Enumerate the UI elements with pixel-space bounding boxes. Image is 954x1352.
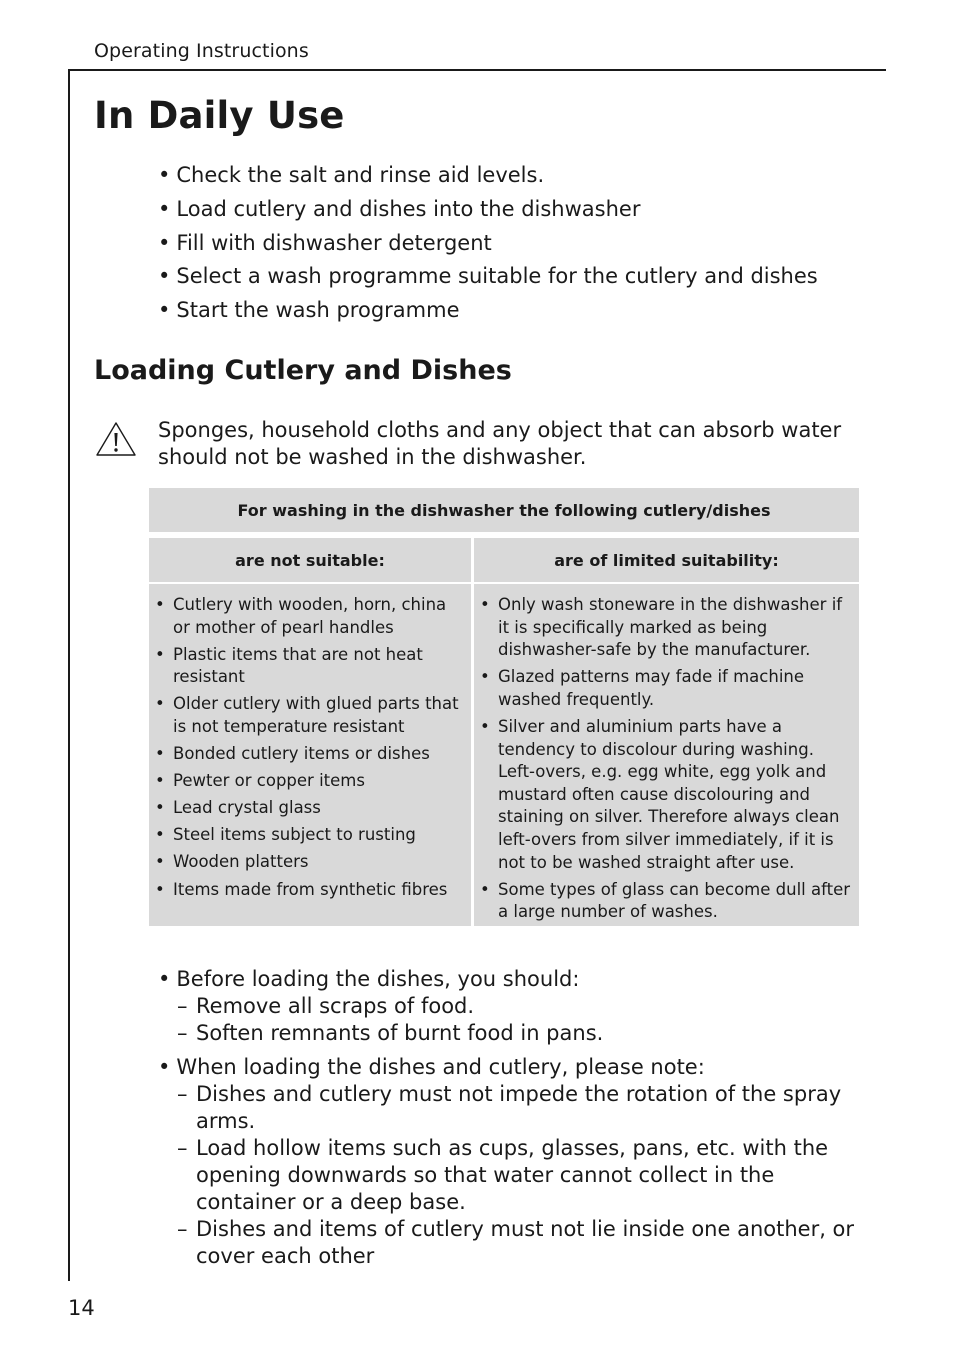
step-item: • Fill with dishwasher detergent xyxy=(158,228,818,262)
list-item: • Some types of glass can become dull after a large number of washes. xyxy=(474,879,853,924)
note-lead: • Before loading the dishes, you should: xyxy=(158,966,868,993)
list-item: • Lead crystal glass xyxy=(149,797,465,820)
note-item: – Dishes and cutlery must not impede the rotation of the spray arms. xyxy=(158,1081,868,1135)
suitability-table xyxy=(149,488,859,926)
list-item: • Steel items subject to rusting xyxy=(149,824,465,847)
step-item: • Start the wash programme xyxy=(158,295,818,329)
table-title: For washing in the dishwasher the following cutlery/dishes xyxy=(149,488,859,532)
list-item: • Bonded cutlery items or dishes xyxy=(149,743,465,766)
list-item: • Items made from synthetic fibres xyxy=(149,879,465,902)
note-lead: • When loading the dishes and cutlery, please note: xyxy=(158,1054,868,1081)
note-item: – Soften remnants of burnt food in pans. xyxy=(158,1020,868,1047)
warning-triangle-icon xyxy=(94,420,138,458)
list-item: • Plastic items that are not heat resistant xyxy=(149,644,465,689)
page-title: In Daily Use xyxy=(94,94,345,137)
note-item: – Load hollow items such as cups, glasses, pans, etc. with the opening downwards so that water cannot collect in the container or a deep base. xyxy=(158,1135,868,1216)
not-suitable-list xyxy=(149,594,471,906)
note-sub-list xyxy=(158,1081,868,1270)
table-row-rule xyxy=(149,582,471,584)
header-rule xyxy=(68,69,886,71)
running-header: Operating Instructions xyxy=(94,40,309,62)
note-item: – Dishes and items of cutlery must not lie inside one another, or cover each other xyxy=(158,1216,868,1270)
list-item: • Pewter or copper items xyxy=(149,770,465,793)
table-row-rule xyxy=(474,582,859,584)
step-item: • Load cutlery and dishes into the dishwasher xyxy=(158,194,818,228)
list-item: • Silver and aluminium parts have a tendency to discolour during washing. Left-overs, e.g. egg white, egg yolk and mustard often cause discolouring and staining on silver. Therefore always clean left-overs from silver immediately, if it is not to be washed straight after use. xyxy=(474,716,853,874)
section-heading: Loading Cutlery and Dishes xyxy=(94,355,512,386)
column-header-limited-suitability: are of limited suitability: xyxy=(474,538,859,582)
step-item: • Check the salt and rinse aid levels. xyxy=(158,160,818,194)
limited-suitability-cell xyxy=(474,582,859,926)
loading-notes xyxy=(158,966,868,1277)
list-item: • Older cutlery with glued parts that is not temperature resistant xyxy=(149,693,465,738)
note-item: – Remove all scraps of food. xyxy=(158,993,868,1020)
list-item: • Cutlery with wooden, horn, china or mother of pearl handles xyxy=(149,594,465,639)
list-item: • Only wash stoneware in the dishwasher if it is specifically marked as being dishwasher-safe by the manufacturer. xyxy=(474,594,853,662)
note-block-when-loading xyxy=(158,1054,868,1270)
list-item: • Glazed patterns may fade if machine washed frequently. xyxy=(474,666,853,711)
not-suitable-cell xyxy=(149,582,471,926)
limited-suitability-list xyxy=(474,594,859,928)
note-sub-list xyxy=(158,993,868,1047)
warning-text: Sponges, household cloths and any object that can absorb water should not be washed in the dishwasher. xyxy=(158,418,842,469)
margin-rule xyxy=(68,69,70,1281)
list-item: • Wooden platters xyxy=(149,851,465,874)
column-header-not-suitable: are not suitable: xyxy=(149,538,471,582)
step-item: • Select a wash programme suitable for the cutlery and dishes xyxy=(158,261,818,295)
note-block-before-loading xyxy=(158,966,868,1047)
daily-use-steps xyxy=(158,160,818,329)
page-number: 14 xyxy=(68,1296,95,1320)
